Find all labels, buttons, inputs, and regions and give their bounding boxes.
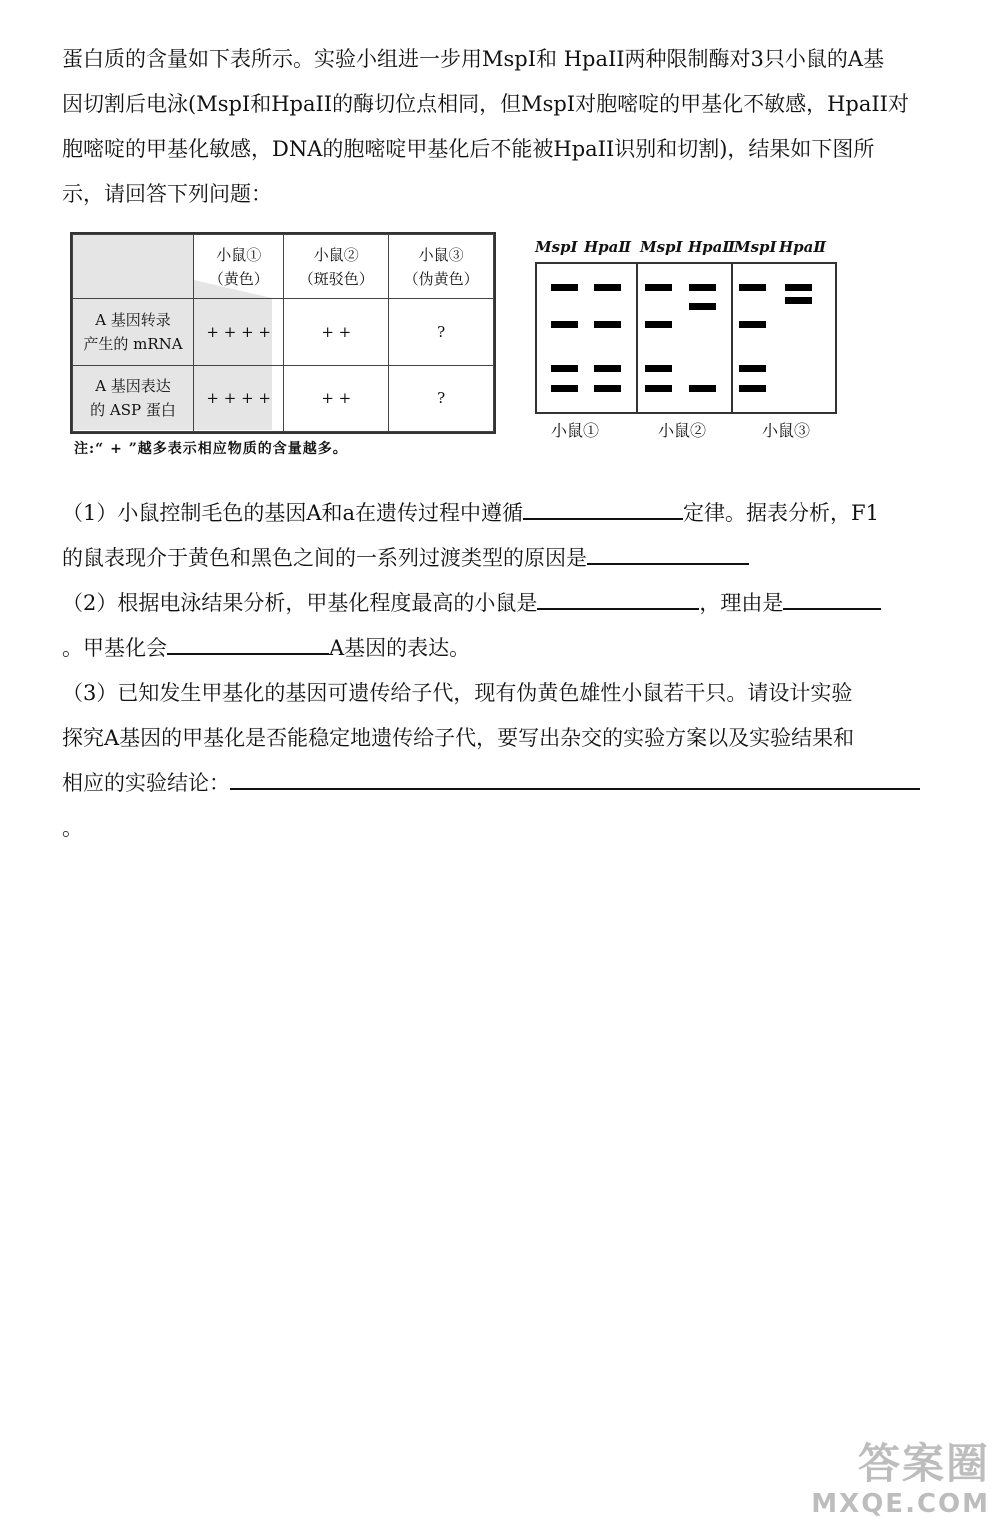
q3-line: 。 bbox=[62, 816, 83, 840]
gel-band bbox=[551, 385, 578, 392]
gel-band bbox=[645, 385, 672, 392]
gel-band bbox=[689, 284, 716, 291]
gel-band bbox=[594, 365, 621, 372]
gel-band bbox=[594, 385, 621, 392]
mouse-label: 小鼠② bbox=[658, 421, 707, 440]
q2-line: （2）根据电泳结果分析，甲基化程度最高的小鼠是 ，理由是 bbox=[62, 581, 938, 626]
cell-value: ? bbox=[389, 365, 494, 431]
header-mouse-3: 小鼠③ （伪黄色） bbox=[389, 235, 494, 299]
cell-value: ? bbox=[389, 299, 494, 365]
mouse-label: 小鼠③ bbox=[762, 421, 811, 440]
intro-paragraph bbox=[62, 37, 938, 217]
answer-blank[interactable] bbox=[230, 762, 920, 790]
enzyme-label: MspⅠ bbox=[535, 238, 578, 256]
gel-band bbox=[645, 284, 672, 291]
q3-line: （3）已知发生甲基化的基因可遗传给子代，现有伪黄色雄性小鼠若干只。请设计实验 bbox=[62, 681, 853, 705]
enzyme-label: HpaⅡ bbox=[688, 238, 736, 256]
cell-value: + + bbox=[284, 365, 389, 431]
cell-value: + + + + bbox=[194, 299, 284, 365]
watermark-url: MXQE.COM bbox=[811, 1489, 990, 1519]
watermark-text: 答案圈 bbox=[857, 1439, 990, 1488]
gel-band bbox=[551, 284, 578, 291]
mouse-label: 小鼠① bbox=[551, 421, 600, 440]
row-label-protein: A 基因表达 的 ASP 蛋白 bbox=[73, 365, 194, 431]
cell-value: + + bbox=[284, 299, 389, 365]
enzyme-label: HpaⅡ bbox=[584, 238, 632, 256]
answer-blank[interactable] bbox=[523, 492, 683, 520]
gel-band bbox=[785, 297, 812, 304]
gel-band bbox=[645, 321, 672, 328]
gel-band bbox=[594, 284, 621, 291]
questions bbox=[62, 491, 938, 851]
intro-line: 因切割后电泳(MspI和HpaII的酶切位点相同，但MspI对胞嘧啶的甲基化不敏感，HpaII对 bbox=[62, 92, 909, 116]
q1-line: （1）小鼠控制毛色的基因A和a在遗传过程中遵循 定律。据表分析，F1 bbox=[62, 491, 938, 536]
gel-band bbox=[645, 365, 672, 372]
gel-box bbox=[535, 262, 837, 414]
lane-divider bbox=[636, 264, 638, 412]
q2-line: 。甲基化会 A基因的表达。 bbox=[62, 626, 938, 671]
answer-blank[interactable] bbox=[587, 537, 749, 565]
gel-band bbox=[689, 385, 716, 392]
header-mouse-1: 小鼠① （黄色） bbox=[194, 235, 284, 299]
enzyme-label: MspⅠ bbox=[734, 238, 777, 256]
q3-line: 相应的实验结论： bbox=[62, 761, 938, 806]
answer-blank[interactable] bbox=[167, 627, 329, 655]
lane-divider bbox=[731, 264, 733, 412]
q1-line: 的鼠表现介于黄色和黑色之间的一系列过渡类型的原因是 bbox=[62, 536, 938, 581]
corner-cell bbox=[73, 235, 194, 299]
gel-band bbox=[551, 321, 578, 328]
intro-line: 胞嘧啶的甲基化敏感，DNA的胞嘧啶甲基化后不能被HpaII识别和切割)，结果如下图所 bbox=[62, 137, 875, 161]
gel-band bbox=[739, 385, 766, 392]
enzyme-label: MspⅠ bbox=[640, 238, 683, 256]
gel-band bbox=[689, 303, 716, 310]
enzyme-label: HpaⅡ bbox=[779, 238, 827, 256]
intro-line: 示，请回答下列问题： bbox=[62, 182, 272, 206]
expression-table bbox=[70, 232, 496, 434]
intro-line: 蛋白质的含量如下表所示。实验小组进一步用MspI和 HpaII两种限制酶对3只小鼠的A基 bbox=[62, 47, 885, 71]
cell-value: + + + + bbox=[194, 365, 284, 431]
watermark-logo bbox=[811, 1439, 990, 1519]
q3-line: 探究A基因的甲基化是否能稳定地遗传给子代，要写出杂交的实验方案以及实验结果和 bbox=[62, 726, 855, 750]
table-note: 注:“ + ”越多表示相应物质的含量越多。 bbox=[74, 441, 348, 457]
row-label-mrna: A 基因转录 产生的 mRNA bbox=[73, 299, 194, 365]
gel-band bbox=[739, 321, 766, 328]
gel-band bbox=[785, 284, 812, 291]
gel-band bbox=[551, 365, 578, 372]
answer-blank[interactable] bbox=[783, 582, 881, 610]
gel-band bbox=[594, 321, 621, 328]
gel-band bbox=[739, 284, 766, 291]
answer-blank[interactable] bbox=[537, 582, 699, 610]
header-mouse-2: 小鼠② （斑驳色） bbox=[284, 235, 389, 299]
gel-band bbox=[739, 365, 766, 372]
